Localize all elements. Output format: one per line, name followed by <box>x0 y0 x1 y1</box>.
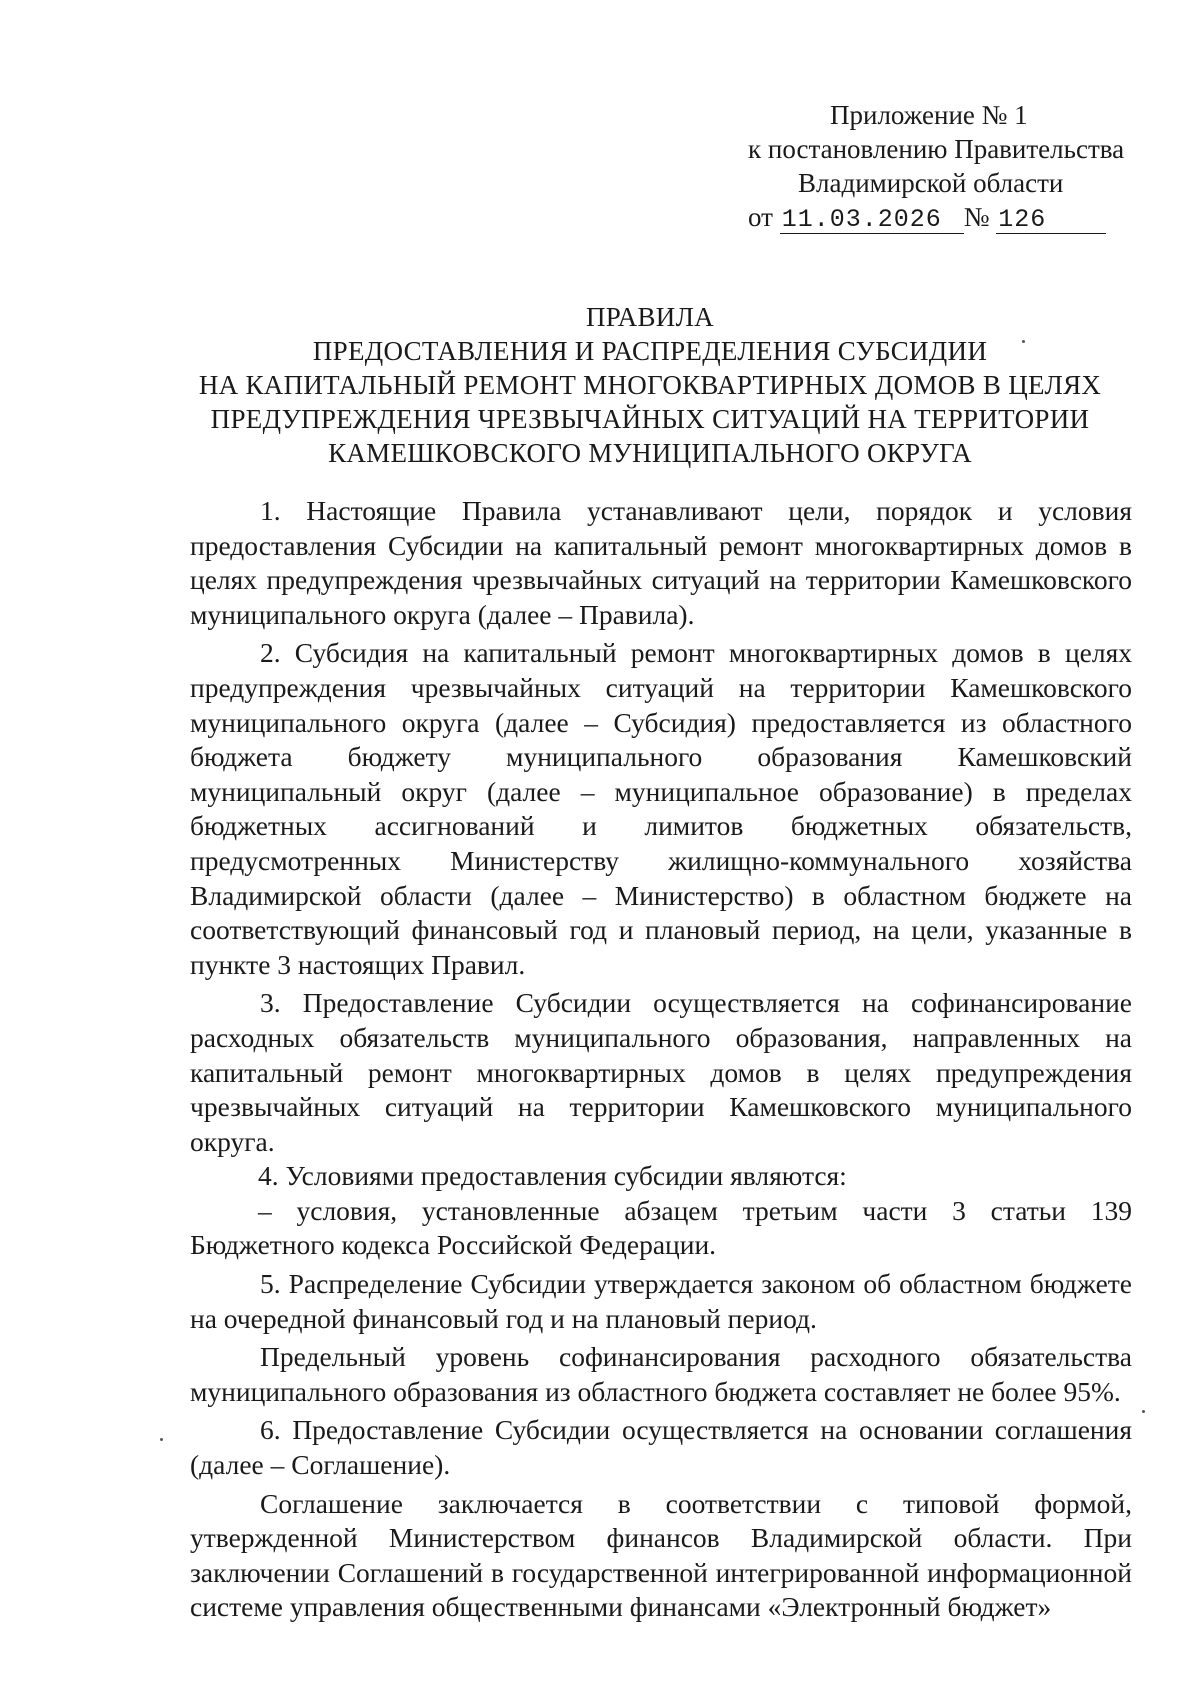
date-number-line <box>740 200 1140 234</box>
appendix-header <box>740 98 1140 234</box>
title-line-5: КАМЕШКОВСКОГО МУНИЦИПАЛЬНОГО ОКРУГА <box>328 438 972 468</box>
scan-speck <box>1022 340 1025 343</box>
title-line-1: ПРАВИЛА <box>586 302 714 332</box>
date-prefix: от <box>748 202 773 232</box>
paragraph-3: 3. Предоставление Субсидии осуществляется на софинансирование расходных обязательств муниципального образования, направленных на капитальный ремонт многоквартирных домов в целях предупреждения чрезвычайных ситуаций на территории Камешковского муниципального округа. <box>190 987 1132 1157</box>
number-prefix: № <box>963 202 990 232</box>
region-line: Владимирской области <box>798 168 1064 198</box>
title-line-2: ПРЕДОСТАВЛЕНИЯ И РАСПРЕДЕЛЕНИЯ СУБСИДИИ <box>312 336 988 366</box>
paragraph-5-limit: Предельный уровень софинансирования расходного обязательства муниципального образования из областного бюджета составляет не более 95%. <box>190 1341 1132 1407</box>
date-value: 11.03.2026 <box>781 205 942 234</box>
number-field <box>996 204 1106 234</box>
date-field <box>780 204 964 234</box>
paragraph-1: 1. Настоящие Правила устанавливают цели, порядок и условия предоставления Субсидии на капитальный ремонт многоквартирных домов в целях предупреждения чрезвычайных ситуаций на территории Камешковского муниципального округа (далее – Правила). <box>190 495 1132 630</box>
number-value: 126 <box>998 205 1047 234</box>
paragraph-4-item: – условия, установленные абзацем третьим части 3 статьи 139 Бюджетного кодекса Российской Федерации. <box>190 1194 1132 1261</box>
scan-speck <box>1142 1410 1145 1413</box>
paragraph-5: 5. Распределение Субсидии утверждается законом об областном бюджете на очередной финансовый год и на плановый период. <box>190 1268 1132 1334</box>
title-line-3: НА КАПИТАЛЬНЫЙ РЕМОНТ МНОГОКВАРТИРНЫХ ДОМОВ В ЦЕЛЯХ <box>198 370 1102 400</box>
title-line-4: ПРЕДУПРЕЖДЕНИЯ ЧРЕЗВЫЧАЙНЫХ СИТУАЦИЙ НА ТЕРРИТОРИИ <box>210 404 1090 434</box>
paragraph-6: 6. Предоставление Субсидии осуществляется на основании соглашения (далее – Соглашение). <box>190 1414 1132 1481</box>
paragraph-6-agreement: Соглашение заключается в соответствии с типовой формой, утвержденной Министерством финансов Владимирской области. При заключении Соглашений в государственной интегрированной информационной системе управления общественными финансами «Электронный бюджет» <box>190 1487 1132 1623</box>
resolution-line: к постановлению Правительства <box>748 134 1125 164</box>
appendix-number-line: Приложение № 1 <box>830 100 1028 130</box>
paragraph-2: 2. Субсидия на капитальный ремонт многоквартирных домов в целях предупреждения чрезвычайных ситуаций на территории Камешковского муниципального округа (далее – Субсидия) предоставляется из областного бюджета бюджету муниципального образования Камешковский муниципальный округ (далее – муниципальное образование) в пределах бюджетных ассигнований и лимитов бюджетных обязательств, предусмотренных Министерству жилищно-коммунального хозяйства Владимирской области (далее – Министерство) в областном бюджете на соответствующий финансовый год и плановый период, на цели, указанные в пункте 3 настоящих Правил. <box>190 637 1132 980</box>
scan-speck <box>160 1438 163 1441</box>
document-title <box>170 300 1130 470</box>
paragraph-4: 4. Условиями предоставления субсидии являются: <box>258 1160 847 1192</box>
document-body <box>190 494 1132 1625</box>
